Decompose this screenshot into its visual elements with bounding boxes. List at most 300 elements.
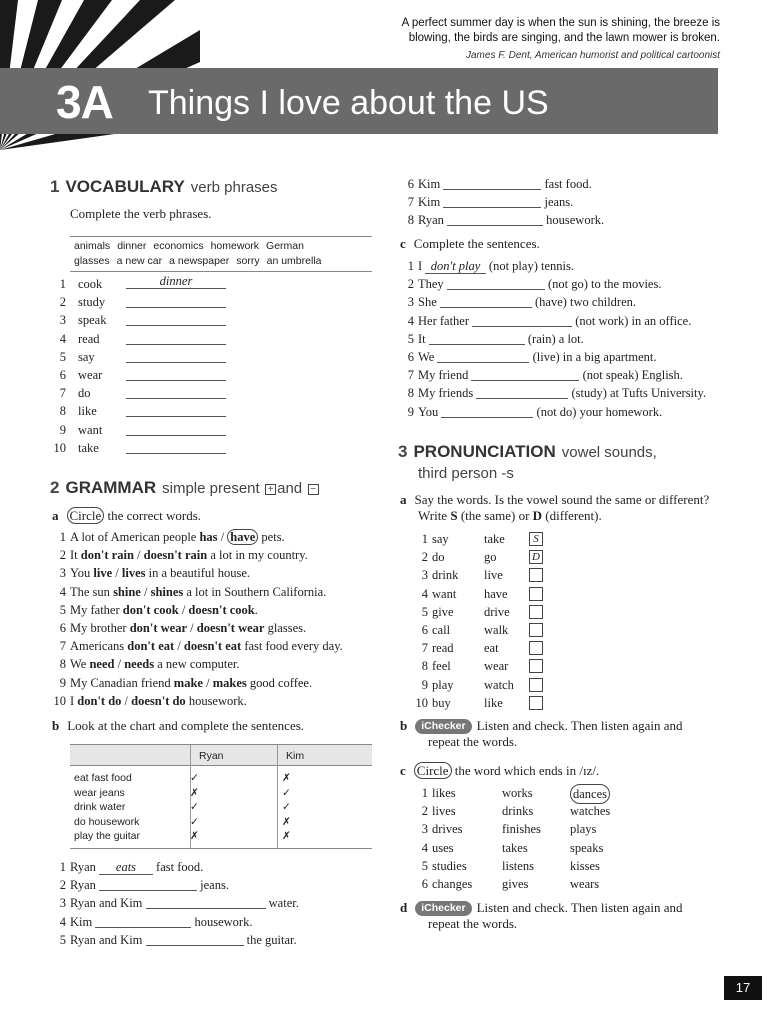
instruction-text: Write — [418, 508, 451, 523]
list-item — [414, 694, 503, 712]
answer-blank — [440, 295, 532, 308]
chart-col-ryan: Ryan — [190, 745, 224, 767]
answer-blank — [126, 295, 226, 308]
item-number: 10 — [53, 440, 66, 455]
ryan-mark: ✓ — [190, 801, 199, 813]
unit-number: 3A — [56, 76, 113, 128]
ryan-kim-chart — [70, 744, 372, 849]
item-number: 9 — [59, 675, 66, 690]
exercise-letter: c — [400, 763, 406, 778]
exercise-letter: d — [400, 900, 408, 915]
item-number: 6 — [59, 620, 66, 635]
list-item — [52, 619, 343, 637]
sentence-end: a lot in my country. — [207, 548, 308, 563]
word-1: want — [432, 586, 457, 601]
grammar-a-instruction — [52, 508, 201, 524]
sentence-start: I — [418, 259, 426, 273]
list-item — [414, 676, 514, 694]
word-option[interactable]: uses — [432, 840, 454, 855]
option-1: need — [89, 657, 115, 672]
grammar-b-list — [52, 858, 299, 949]
list-item — [414, 802, 654, 820]
word-box-item: German — [266, 240, 304, 252]
instruction-text: the word which ends in /ɪz/. — [454, 763, 600, 778]
list-item — [400, 403, 706, 421]
verb: study — [78, 295, 106, 310]
list-item — [52, 858, 299, 876]
sentence-end: fast food. — [152, 860, 204, 874]
instruction-text: repeat the words. — [428, 734, 518, 749]
item-number: 2 — [59, 878, 66, 893]
list-item — [414, 784, 654, 802]
item-number: 10 — [53, 693, 66, 708]
item-number: 6 — [421, 622, 428, 637]
option-1: live — [93, 566, 113, 581]
sentence-end: (have) two children. — [531, 295, 637, 310]
word-box-item: sorry — [236, 255, 260, 267]
option-2: doesn't do — [131, 693, 186, 708]
chart-row — [70, 771, 372, 786]
item-number: 2 — [407, 277, 414, 292]
answer-blank — [126, 332, 226, 345]
word-2: like — [484, 695, 503, 710]
option-separator: / — [202, 675, 213, 690]
list-item — [414, 657, 509, 675]
option-1: don't cook — [122, 602, 179, 617]
sentence-end: jeans. — [541, 195, 574, 210]
item-number: 7 — [407, 195, 414, 210]
sentence-end: (study) at Tufts University. — [568, 386, 707, 401]
vocabulary-instruction: Complete the verb phrases. — [70, 206, 212, 221]
word-option[interactable]: changes — [432, 876, 473, 891]
section-subtitle: vowel sounds, — [561, 444, 657, 461]
instruction-text: (different). — [542, 508, 602, 523]
word-1: give — [432, 604, 454, 619]
quote-author: James F. Dent, American humorist and political cartoonist — [466, 50, 720, 61]
sentence-start: It — [418, 331, 429, 346]
answer-box[interactable]: S — [529, 532, 543, 546]
word-box-item: a new car — [116, 255, 163, 267]
answer-blank — [472, 314, 572, 327]
pronunciation-c-list — [414, 784, 654, 893]
kim-mark: ✗ — [282, 830, 291, 842]
section-number: 2 — [50, 478, 60, 497]
sentence-end: (not play) tennis. — [485, 259, 574, 273]
word-2: wear — [484, 659, 509, 674]
list-item — [414, 603, 510, 621]
exercise-letter: b — [52, 718, 60, 733]
list-item — [414, 875, 654, 893]
pron-a-instruction — [400, 492, 709, 524]
list-item — [52, 348, 252, 366]
item-number: 2 — [421, 804, 428, 819]
option-2: needs — [124, 657, 155, 672]
answer-blank — [476, 386, 568, 399]
item-number: 1 — [59, 530, 66, 544]
sentence-start: We — [70, 657, 90, 672]
instruction-text: Listen and check. Then listen again and — [476, 718, 683, 733]
sentence-end: (not speak) English. — [579, 368, 683, 383]
word-1: do — [432, 550, 445, 565]
word-option[interactable]: speaks — [570, 840, 604, 855]
list-item — [52, 876, 299, 894]
sentence-start: My friend — [418, 368, 472, 383]
answer-box[interactable] — [529, 605, 543, 619]
sentence-end: housework. — [185, 693, 247, 708]
sentence-start: Americans — [70, 639, 128, 654]
word-box-item: glasses — [74, 255, 110, 267]
chart-row-label: wear jeans — [74, 786, 125, 799]
option-1: make — [173, 675, 203, 690]
word-option[interactable]: finishes — [502, 822, 541, 837]
item-number: 2 — [59, 295, 66, 310]
word-box-item: dinner — [117, 240, 147, 252]
item-number: 5 — [59, 932, 66, 947]
sentence-end: pets. — [258, 530, 285, 544]
word-option[interactable]: wears — [570, 876, 600, 891]
exercise-letter: a — [400, 492, 407, 507]
word-option[interactable]: listens — [502, 858, 534, 873]
answer-box[interactable] — [529, 696, 543, 710]
list-item — [52, 692, 343, 710]
item-number: 4 — [59, 584, 66, 599]
answer-blank — [126, 386, 226, 399]
word-1: feel — [432, 659, 451, 674]
list-item — [400, 312, 706, 330]
list-item — [400, 211, 604, 229]
word-option[interactable]: lives — [432, 804, 456, 819]
sentence-start: Ryan — [418, 213, 448, 228]
sentence-start: My brother — [70, 620, 130, 635]
verb: like — [78, 404, 97, 419]
option-1: shine — [113, 584, 141, 599]
list-item — [400, 348, 706, 366]
item-number: 6 — [421, 876, 428, 891]
pronunciation-a-list — [414, 530, 540, 712]
grammar-c-list — [400, 257, 706, 421]
sentence-end: (not work) in an office. — [572, 313, 692, 328]
word-option[interactable]: drinks — [502, 804, 534, 819]
chart-row — [70, 815, 372, 830]
item-number: 7 — [421, 641, 428, 656]
answer-blank — [126, 404, 226, 417]
sentence-start: Ryan — [70, 860, 100, 874]
answer-box[interactable] — [529, 659, 543, 673]
answer-blank — [126, 313, 226, 326]
word-option[interactable]: plays — [570, 822, 597, 837]
item-number: 8 — [421, 659, 428, 674]
kim-mark: ✗ — [282, 815, 291, 828]
list-item — [414, 621, 509, 639]
item-number: 8 — [407, 213, 414, 228]
sentence-start: She — [418, 295, 440, 310]
list-item — [52, 366, 252, 384]
grammar-c-instruction — [400, 236, 540, 252]
option-1: don't rain — [80, 548, 134, 563]
answer-box[interactable] — [529, 678, 543, 692]
list-item — [52, 384, 252, 402]
section-subtitle: simple present — [162, 480, 260, 497]
word-2: go — [484, 550, 497, 565]
item-number: 4 — [421, 840, 428, 855]
plus-box-icon: + — [265, 484, 276, 495]
item-number: 7 — [407, 368, 414, 383]
ryan-mark: ✗ — [190, 786, 199, 799]
list-item — [414, 585, 508, 603]
sentence-end: water. — [265, 896, 299, 911]
word-1: play — [432, 677, 454, 692]
chart-row-label: eat fast food — [74, 772, 132, 784]
kim-mark: ✓ — [282, 786, 291, 799]
sentence-end: (live) in a big apartment. — [529, 349, 657, 364]
item-number: 5 — [421, 604, 428, 619]
item-number: 8 — [59, 404, 66, 419]
section-subtitle-2: third person -s — [418, 465, 514, 482]
item-number: 1 — [59, 860, 66, 874]
item-number: 1 — [421, 786, 428, 800]
chart-row — [70, 800, 372, 815]
grammar-a-list — [52, 528, 343, 710]
item-number: 5 — [407, 331, 414, 346]
word-1: drink — [432, 568, 459, 583]
item-number: 4 — [407, 313, 414, 328]
item-number: 8 — [407, 386, 414, 401]
option-1: don't eat — [127, 639, 175, 654]
option-separator: / — [133, 548, 144, 563]
item-number: 3 — [407, 295, 414, 310]
kim-mark: ✓ — [282, 801, 291, 813]
sentence-start: The sun — [70, 584, 114, 599]
circle-word: Circle — [414, 762, 452, 779]
item-number: 5 — [59, 349, 66, 364]
list-item — [414, 548, 540, 566]
answer-box[interactable] — [529, 568, 543, 582]
section-subtitle: verb phrases — [190, 179, 278, 196]
instruction-text: Complete the sentences. — [413, 236, 540, 251]
item-number: 6 — [407, 177, 414, 191]
item-number: 1 — [59, 277, 66, 291]
section-name: PRONUNCIATION — [413, 442, 556, 461]
word-box-item: animals — [74, 240, 111, 252]
list-item — [400, 366, 706, 384]
word-option[interactable]: takes — [502, 840, 528, 855]
word-option[interactable]: gives — [502, 876, 529, 891]
sentence-end: a lot in Southern California. — [183, 584, 327, 599]
answer-blank — [429, 332, 525, 345]
section-name: GRAMMAR — [65, 478, 157, 497]
vocabulary-list — [52, 275, 252, 457]
sentence-start: I — [70, 693, 78, 708]
item-number: 3 — [59, 313, 66, 328]
item-number: 3 — [59, 566, 66, 581]
option-2: doesn't eat — [183, 639, 242, 654]
item-number: 3 — [421, 822, 428, 837]
sentence-start: It — [70, 548, 81, 563]
answer-blank — [437, 350, 529, 363]
list-item — [400, 275, 706, 293]
list-item — [400, 193, 604, 211]
word-option[interactable]: kisses — [570, 858, 600, 873]
list-item — [52, 546, 343, 564]
grammar-b-instruction — [52, 718, 304, 734]
option-separator: / — [174, 639, 184, 654]
answer-blank — [126, 350, 226, 363]
grammar-b-list-continued — [400, 175, 604, 230]
sentence-end: . — [254, 602, 258, 617]
sentence-start: My friends — [418, 386, 477, 401]
word-2: drive — [484, 604, 510, 619]
word-1: call — [432, 622, 451, 637]
ichecker-badge[interactable]: iChecker — [415, 719, 471, 734]
instruction-text: Say the words. Is the vowel sound the same or different? — [414, 492, 710, 507]
word-1: say — [432, 532, 449, 546]
list-item — [400, 257, 706, 275]
instruction-text: the correct words. — [107, 508, 202, 523]
letter-s: S — [450, 508, 458, 523]
answer: dinner — [126, 275, 226, 289]
sentence-end: a new computer. — [154, 657, 240, 672]
item-number: 1 — [421, 532, 428, 546]
word-option[interactable]: watches — [570, 804, 611, 819]
list-item — [414, 839, 654, 857]
sentence-start: My father — [70, 602, 123, 617]
answer-box[interactable]: D — [529, 550, 543, 564]
option-2: lives — [121, 566, 146, 581]
list-item — [414, 530, 539, 548]
option-separator: / — [178, 602, 189, 617]
unit-title: Things I love about the US — [148, 84, 549, 122]
item-number: 9 — [407, 404, 414, 419]
sentence-start: We — [418, 349, 438, 364]
sentence-start: A lot of American people — [70, 530, 200, 544]
list-item — [414, 857, 654, 875]
item-number: 4 — [59, 331, 66, 346]
answer: don't play — [425, 260, 486, 274]
answer-blank — [443, 195, 541, 208]
list-item — [400, 384, 706, 402]
chart-body — [70, 766, 372, 849]
list-item — [52, 601, 343, 619]
section-vocabulary-heading — [50, 178, 278, 197]
answer-blank — [126, 423, 226, 436]
list-item — [52, 583, 343, 601]
sentence-start: Ryan — [70, 878, 100, 893]
option-1: don't wear — [129, 620, 188, 635]
list-item — [52, 439, 252, 457]
item-number: 10 — [415, 695, 428, 710]
list-item — [52, 637, 343, 655]
page-number: 17 — [724, 976, 762, 1000]
answer-blank — [146, 933, 244, 946]
word-2: walk — [484, 622, 509, 637]
option-separator: / — [140, 584, 151, 599]
exercise-letter: a — [52, 508, 59, 523]
item-number: 3 — [59, 896, 66, 911]
sentence-end: housework. — [543, 213, 605, 228]
word-option[interactable]: drives — [432, 822, 463, 837]
word-option[interactable]: dances — [570, 784, 610, 804]
ryan-mark: ✓ — [190, 815, 199, 828]
verb: want — [78, 422, 103, 437]
word-2: have — [484, 586, 508, 601]
sentence-start: Kim — [70, 914, 96, 929]
item-number: 4 — [421, 586, 428, 601]
answer-blank — [471, 368, 579, 381]
sentence-end: (not go) to the movies. — [544, 277, 662, 292]
sentence-start: Ryan and Kim — [70, 932, 146, 947]
option-separator: / — [187, 620, 197, 635]
sentence-end: in a beautiful house. — [145, 566, 250, 581]
pron-c-instruction — [400, 763, 599, 779]
item-number: 2 — [59, 548, 66, 563]
verb: wear — [78, 367, 103, 382]
instruction-text: Look at the chart and complete the sentences. — [67, 718, 305, 733]
answer-blank — [95, 915, 191, 928]
instruction-text: (the same) or — [457, 508, 533, 523]
section-name: VOCABULARY — [65, 177, 185, 196]
item-number: 6 — [407, 349, 414, 364]
sentence-start: Kim — [418, 195, 444, 210]
option-2: doesn't cook — [188, 602, 255, 617]
list-item — [52, 421, 252, 439]
item-number: 5 — [421, 858, 428, 873]
pron-b-instruction — [400, 718, 682, 750]
kim-mark: ✗ — [282, 772, 291, 784]
answer-blank — [126, 441, 226, 454]
list-item — [52, 913, 299, 931]
word-box-item: homework — [210, 240, 260, 252]
list-item — [52, 275, 252, 293]
word-1: read — [432, 641, 454, 656]
answer-box[interactable] — [529, 623, 543, 637]
sentence-end: housework. — [191, 914, 253, 929]
section-grammar-heading — [50, 479, 320, 498]
quote-text: A perfect summer day is when the sun is shining, the breeze is blowing, the birds are singing, and the lawn mower is broken. — [401, 17, 720, 44]
list-item — [52, 894, 299, 912]
section-number: 3 — [398, 442, 408, 461]
word-option[interactable]: studies — [432, 858, 467, 873]
verb: read — [78, 331, 100, 346]
ichecker-badge[interactable]: iChecker — [415, 901, 471, 916]
word-box-line-2 — [74, 254, 372, 269]
option-1: has — [199, 530, 218, 544]
item-number: 9 — [421, 677, 428, 692]
word-box — [70, 236, 372, 272]
option-separator: / — [121, 693, 132, 708]
chart-row-label: do housework — [74, 815, 140, 828]
answer-box[interactable] — [529, 641, 543, 655]
list-item — [52, 293, 252, 311]
sentence-end: the guitar. — [243, 932, 297, 947]
word-option[interactable]: likes — [432, 786, 456, 800]
word-option[interactable]: works — [502, 786, 533, 800]
word-box-item: economics — [153, 240, 204, 252]
option-1: don't do — [77, 693, 122, 708]
word-2: eat — [484, 641, 499, 656]
chart-col-kim: Kim — [277, 745, 304, 767]
list-item — [414, 566, 503, 584]
sentence-end: fast food. — [541, 177, 592, 191]
item-number: 9 — [59, 422, 66, 437]
verb: say — [78, 349, 95, 364]
answer-box[interactable] — [529, 587, 543, 601]
list-item — [52, 674, 343, 692]
verb: speak — [78, 313, 107, 328]
item-number: 7 — [59, 639, 66, 654]
item-number: 3 — [421, 568, 428, 583]
list-item — [414, 639, 499, 657]
answer-blank — [447, 277, 545, 290]
